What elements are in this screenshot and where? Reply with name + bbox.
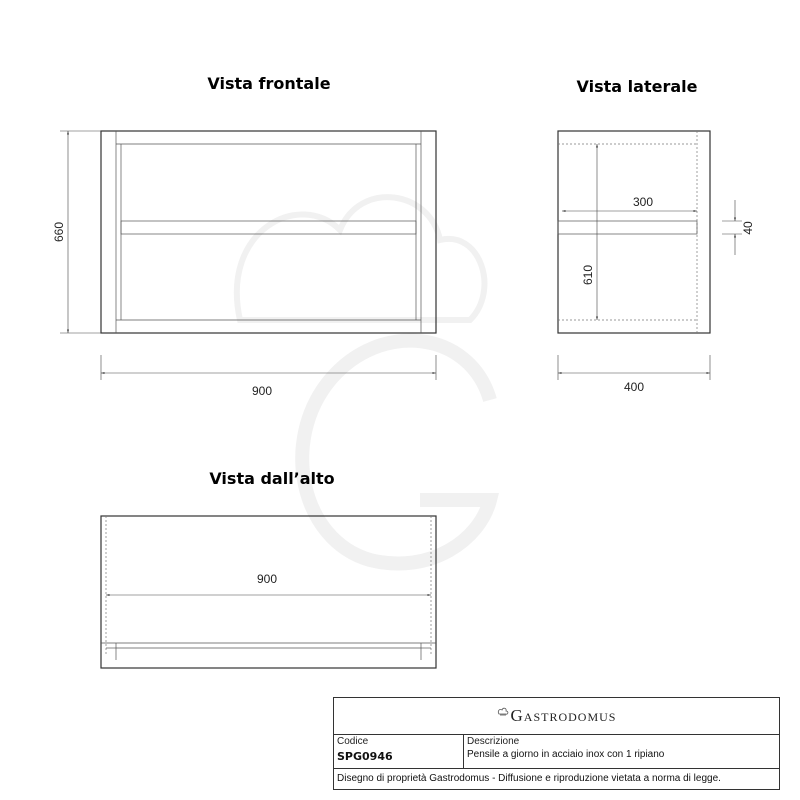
brand-name: Gastrodomus (510, 706, 617, 725)
chef-hat-icon (497, 706, 509, 718)
side-view (558, 77, 755, 394)
watermark-logo (237, 197, 490, 563)
description-cell (464, 734, 779, 769)
code-value: SPG0946 (337, 750, 393, 763)
top-view-title: Vista dall’alto (209, 469, 335, 488)
code-label: Codice (337, 736, 369, 747)
code-cell (334, 734, 464, 769)
side-depth-label: 400 (623, 380, 645, 394)
side-outline (558, 131, 710, 333)
title-block (333, 697, 780, 790)
front-view-title: Vista frontale (207, 74, 331, 93)
side-view-title: Vista laterale (576, 77, 698, 96)
top-width-label: 900 (256, 572, 278, 586)
brand-header (334, 698, 779, 735)
description-label: Descrizione (467, 736, 520, 747)
side-shelf-depth-label: 300 (632, 195, 654, 209)
front-outline (101, 131, 436, 333)
top-outline (101, 516, 436, 668)
side-shelf (558, 221, 697, 234)
side-inner-height-label: 610 (581, 264, 595, 286)
front-height-label: 660 (52, 221, 66, 243)
side-shelf-thickness-label: 40 (741, 221, 755, 235)
front-width-label: 900 (251, 384, 273, 398)
ownership-notice: Disegno di proprietà Gastrodomus - Diffusione e riproduzione vietata a norma di legge. (337, 773, 721, 784)
description-value: Pensile a giorno in acciaio inox con 1 ripiano (467, 749, 665, 760)
